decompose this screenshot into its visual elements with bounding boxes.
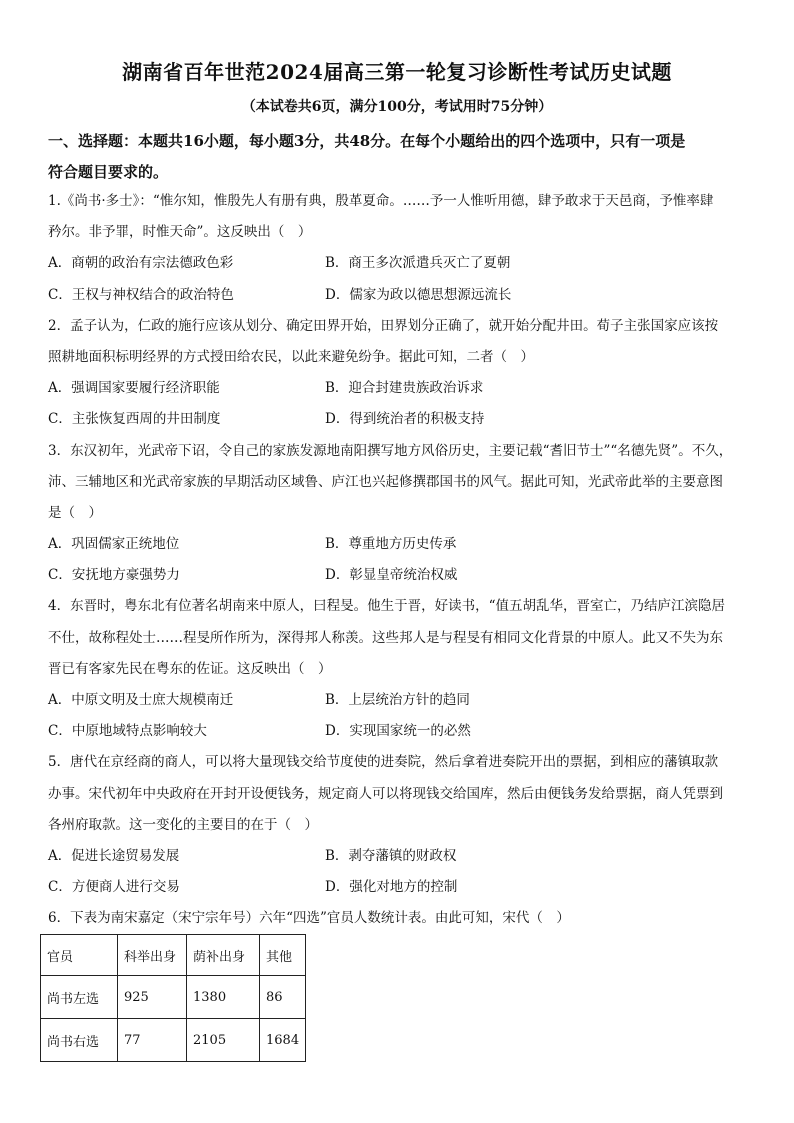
table-cell: 77 [118,1019,187,1062]
section-heading-line: 符合题目要求的。 [48,163,169,182]
question-stem-line: 照耕地面积标明经界的方式授田给农民，以此来避免纷争。据此可知，二者（ ） [48,348,534,365]
option-c: C．主张恢复西周的井田制度 [48,411,221,428]
section-heading-line: 一、选择题：本题共16小题，每小题3分，共48分。在每个小题给出的四个选项中，只有一项是 [48,132,686,150]
option-d: D．实现国家统一的必然 [325,723,471,740]
option-a: A．强调国家要履行经济职能 [48,380,220,397]
question-stem-line: 矜尔。非予罪，时惟天命”。这反映出（ ） [48,224,312,241]
table-row [41,1019,306,1062]
table-cell: 尚书右选 [41,1019,118,1062]
exam-info: （本试卷共6页，满分100分，考试用时75分钟） [241,99,553,115]
table-header-cell: 其他 [260,935,306,976]
table-row [41,976,306,1019]
table-header-row [41,935,306,976]
question-stem-line: 6．下表为南宋嘉定（宋宁宗年号）六年“四选”官员人数统计表。由此可知，宋代（ ） [48,910,570,927]
table-header-cell: 科举出身 [118,935,187,976]
option-b: B．剥夺藩镇的财政权 [325,847,457,864]
option-b: B．上层统治方针的趋同 [325,692,470,708]
table-header-cell: 荫补出身 [187,935,260,976]
question-4 [48,591,748,747]
question-stem-line: 办事。宋代初年中央政府在开封开设便钱务，规定商人可以将现钱交给国库，然后由便钱务发给票据，商人凭票到 [48,785,723,802]
option-c: C．王权与神权结合的政治特色 [48,286,234,303]
table-cell: 尚书左选 [41,976,118,1019]
question-stem-line: 不仕，故称程处士……程旻所作所为，深得邦人称羡。这些邦人是与程旻有相同文化背景的中原人。此又不失为东 [48,629,723,646]
option-d: D．彰显皇帝统治权威 [325,567,458,584]
table-cell: 86 [260,976,306,1019]
table-cell: 2105 [187,1019,260,1062]
officials-table [40,934,306,1062]
table-cell: 1684 [260,1019,306,1062]
option-c: C．方便商人进行交易 [48,879,180,896]
option-a: A．中原文明及士庶大规模南迁 [48,692,234,708]
table-cell: 925 [118,976,187,1019]
section-heading [48,126,748,188]
question-list [48,186,748,935]
question-stem-line: 是（ ） [48,504,102,521]
question-stem-line: 4．东晋时，粤东北有位著名胡南来中原人，曰程旻。他生于晋，好读书，“值五胡乱华，晋室亡，乃结庐江滨隐居 [48,598,725,615]
question-stem-line: 晋已有客家先民在粤东的佐证。这反映出（ ） [48,660,332,677]
page-title: 湖南省百年世范2024届高三第一轮复习诊断性考试历史试题 [122,60,672,84]
option-a: A．促进长途贸易发展 [48,847,180,864]
table-cell: 1380 [187,976,260,1019]
question-stem-line: 各州府取款。这一变化的主要目的在于（ ） [48,816,318,833]
option-a: A．巩固儒家正统地位 [48,536,180,553]
question-stem-line: 1.《尚书·多士》：“惟尔知，惟殷先人有册有典，殷革夏命。……予一人惟听用德，肆予敢求于天邑商，予惟率肆 [48,193,714,209]
question-1 [48,186,748,311]
question-stem-line: 5．唐代在京经商的商人，可以将大量现钱交给节度使的进奏院，然后拿着进奏院开出的票据，到相应的藩镇取款 [48,754,719,771]
question-stem-line: 沛、三辅地区和光武帝家族的早期活动区域鲁、庐江也兴起修撰郡国书的风气。据此可知，光武帝此举的主要意图 [48,473,723,490]
question-2 [48,311,748,436]
option-c: C．安抚地方豪强势力 [48,567,180,584]
question-3 [48,436,748,592]
question-stem-line: 2．孟子认为，仁政的施行应该从划分、确定田界开始，田界划分正确了，就开始分配井田。荀子主张国家应该按 [48,317,719,334]
option-a: A．商朝的政治有宗法德政色彩 [48,255,234,272]
option-d: D．强化对地方的控制 [325,879,458,896]
option-b: B．迎合封建贵族政治诉求 [325,380,484,397]
option-b: B．尊重地方历史传承 [325,536,457,553]
question-5 [48,747,748,903]
option-d: D．儒家为政以德思想源远流长 [325,286,512,303]
table-header-cell: 官员 [41,935,118,976]
option-b: B．商王多次派遣兵灭亡了夏朝 [325,255,511,272]
question-6 [48,903,748,934]
option-c: C．中原地域特点影响较大 [48,723,207,740]
option-d: D．得到统治者的积极支持 [325,411,485,428]
question-stem-line: 3．东汉初年，光武帝下诏，令自己的家族发源地南阳撰写地方风俗历史，主要记载“耆旧节士”“名德先贤”。不久， [48,442,733,459]
